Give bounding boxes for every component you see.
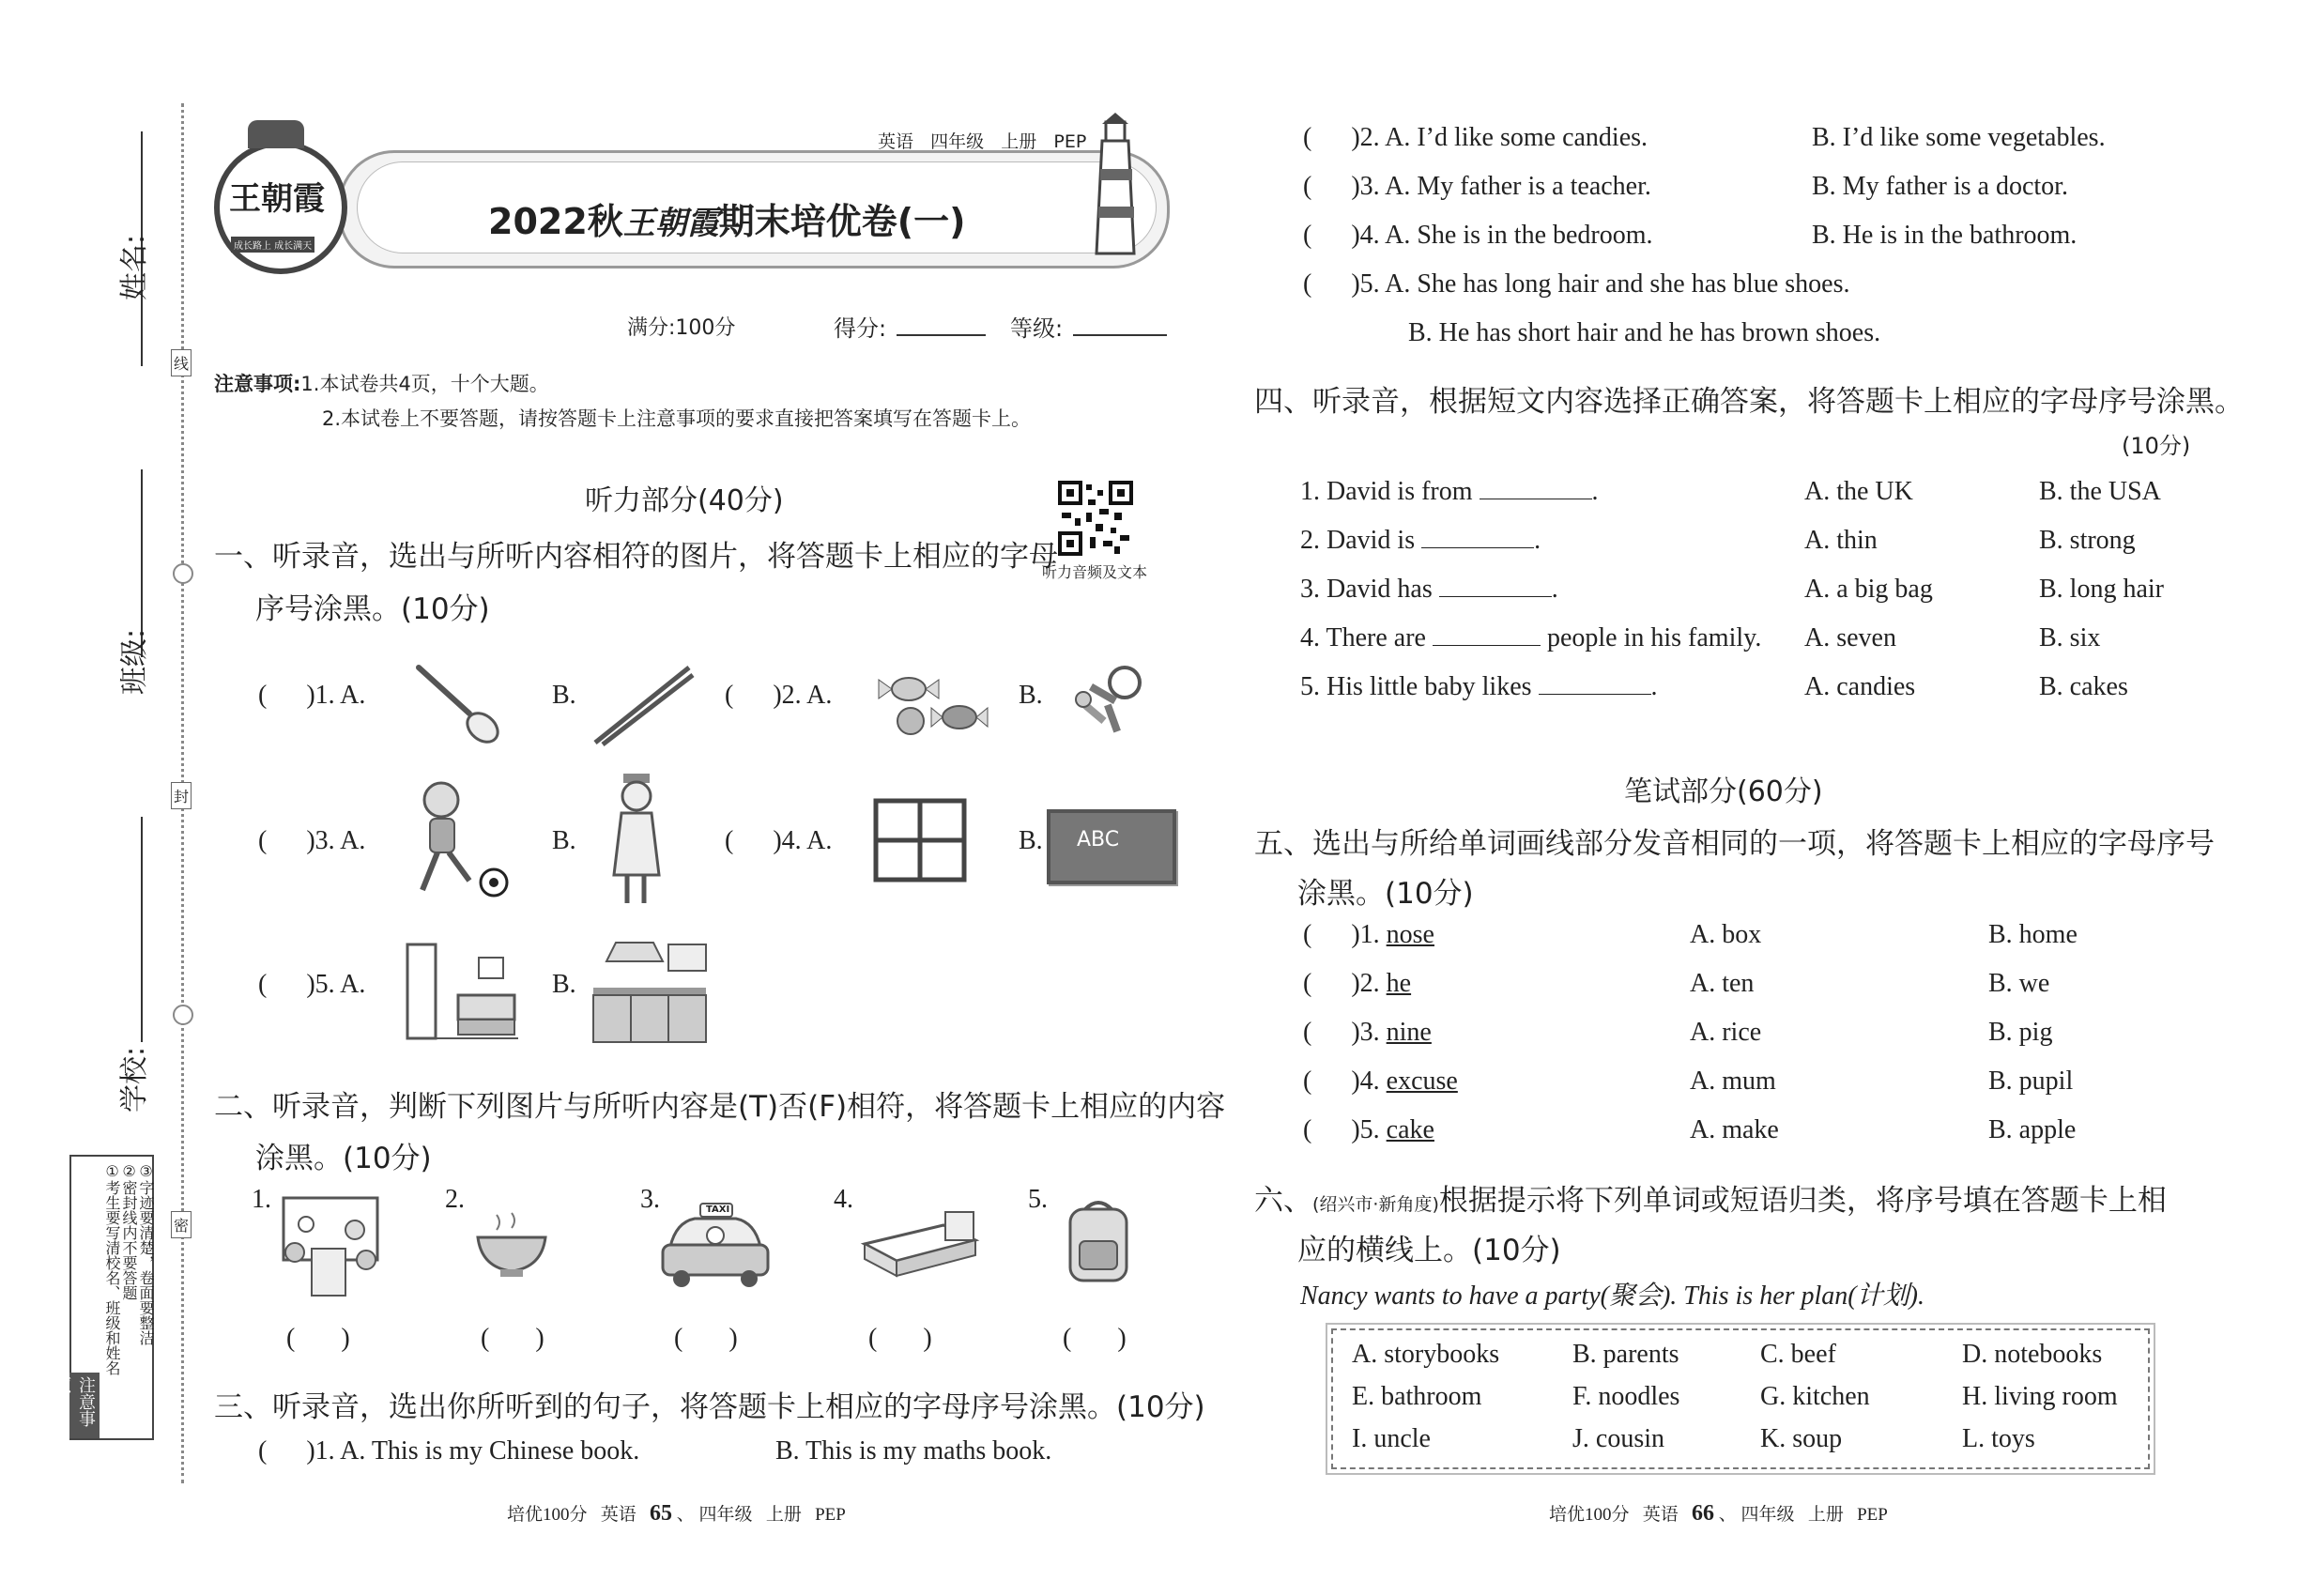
tag-edition: PEP	[1053, 131, 1087, 152]
sec3-q5-b[interactable]: B. He has short hair and he has brown shoes.	[1408, 318, 1881, 347]
sec5-q1-word: nose	[1386, 920, 1434, 949]
window-picture	[873, 798, 967, 882]
sec6-tag: (绍兴市·新角度)	[1312, 1194, 1439, 1215]
notes-label: 注意事项:	[214, 373, 301, 395]
school-field[interactable]	[141, 817, 152, 1042]
footer-term: 上册	[765, 1505, 802, 1525]
sec4-q2-a[interactable]: A. thin	[1804, 526, 1878, 555]
sec3-title: 三、听录音，选出你所听到的句子，将答题卡上相应的字母序号涂黑。(10分)	[214, 1390, 1205, 1424]
sec1-q2[interactable]: ( )2. A.	[725, 681, 833, 710]
keys-picture	[1061, 662, 1155, 746]
notice-title: 注意事项	[69, 1373, 100, 1438]
sec4-q4	[1300, 623, 1761, 653]
footer-subject: 英语	[600, 1505, 636, 1525]
sec3-q2-text: )2. A. I’d like some candies.	[1351, 123, 1648, 152]
sec2-answer-4[interactable]: ( )	[868, 1324, 932, 1353]
sec4-title: 四、听录音，根据短文内容选择正确答案，将答题卡上相应的字母序号涂黑。	[1254, 385, 2244, 419]
sec5-q4-word: excuse	[1386, 1067, 1458, 1096]
notice-item: ③字迹要清楚，卷面要整洁	[137, 1162, 155, 1345]
grade-label: 等级:	[1010, 315, 1064, 342]
sec5-q1-num: )1.	[1351, 920, 1380, 949]
class-label: 班级:	[118, 628, 151, 695]
footer-grade: 四年级	[698, 1505, 753, 1525]
bedroom-picture	[402, 939, 524, 1051]
sec1-q2-b[interactable]: B.	[1019, 681, 1043, 710]
sec1-q3-b[interactable]: B.	[552, 826, 576, 855]
footer-term: 上册	[1807, 1505, 1844, 1525]
sec5-q3-num: )3.	[1351, 1018, 1380, 1047]
word-option: K. soup	[1760, 1424, 1843, 1453]
nurse-picture	[601, 772, 676, 908]
sec3-q4[interactable]: ( )4. A. She is in the bedroom.	[1303, 221, 1653, 250]
sec5-q3-word: nine	[1386, 1018, 1432, 1047]
sec3-q3[interactable]: ( )3. A. My father is a teacher.	[1303, 172, 1651, 201]
sec5-q3[interactable]: ( )3. nine	[1303, 1018, 1432, 1047]
sec2-item-num: 4.	[834, 1185, 853, 1214]
notice-item: ①考生要写清校名、班级和姓名	[103, 1162, 121, 1375]
sec4-q2	[1300, 526, 1541, 556]
sec1-title-line1: 一、听录音，选出与所听内容相符的图片，将答题卡上相应的字母	[214, 540, 1058, 574]
full-score: 满分:100分	[627, 316, 736, 340]
page-number: 65	[650, 1501, 673, 1526]
sec4-q2-end: .	[1534, 526, 1541, 555]
sec6-title-text: 根据提示将下列单词或短语归类，将序号填在答题卡上相	[1438, 1184, 2167, 1218]
notice-box	[52, 1155, 155, 1440]
schoolbag-picture	[1061, 1200, 1136, 1286]
sec4-q4-text: 4. There are	[1300, 623, 1426, 652]
sec5-q2-a[interactable]: A. ten	[1690, 969, 1755, 998]
sec5-q5-b[interactable]: B. apple	[1988, 1115, 2077, 1144]
name-label: 姓名:	[118, 234, 151, 300]
soup-bowl-picture	[474, 1209, 549, 1280]
sec2-answer-1[interactable]: ( )	[286, 1324, 350, 1353]
sec4-q1-text: 1. David is from	[1300, 477, 1473, 506]
listening-heading: 听力部分(40分)	[585, 484, 784, 517]
sec1-q3-num: )3. A.	[306, 826, 366, 855]
title-suffix: 期末培优卷(一)	[718, 201, 966, 242]
sec4-q1-b[interactable]: B. the USA	[2039, 477, 2161, 506]
footer-left: 培优100分 英语 65 、 四年级 上册 PEP	[507, 1501, 846, 1526]
sec2-item-num: 3.	[640, 1185, 660, 1214]
candies-picture	[873, 668, 995, 744]
sec5-q1-a[interactable]: A. box	[1690, 920, 1762, 949]
writing-heading: 笔试部分(60分)	[1624, 775, 1823, 808]
word-option: E. bathroom	[1352, 1382, 1482, 1411]
sec1-q1[interactable]: ( )1. A.	[258, 681, 366, 710]
sec4-q3	[1300, 575, 1558, 605]
sec2-answer-5[interactable]: ( )	[1063, 1324, 1127, 1353]
sec4-q4-b[interactable]: B. six	[2039, 623, 2101, 652]
sec4-q4-a[interactable]: A. seven	[1804, 623, 1896, 652]
sec3-q2[interactable]: ( )2. A. I’d like some candies.	[1303, 123, 1648, 152]
sec4-q1-end: .	[1591, 477, 1599, 506]
word-option: I. uncle	[1352, 1424, 1431, 1453]
sec6-title-line2: 应的横线上。(10分)	[1297, 1234, 1561, 1267]
sec5-q5[interactable]: ( )5. cake	[1303, 1115, 1434, 1144]
sec3-q1-text: )1. A. This is my Chinese book.	[306, 1436, 640, 1466]
sec3-q1-b[interactable]: B. This is my maths book.	[775, 1436, 1052, 1466]
footer-edition: PEP	[1857, 1505, 1888, 1525]
sec4-q5-a[interactable]: A. candies	[1804, 672, 1916, 701]
cut-mark-mi: 密	[171, 1211, 192, 1238]
word-option: G. kitchen	[1760, 1382, 1870, 1411]
sec4-q1-a[interactable]: A. the UK	[1804, 477, 1913, 506]
sec5-q2-b[interactable]: B. we	[1988, 969, 2050, 998]
sec1-title-line2: 序号涂黑。(10分)	[255, 592, 490, 626]
school-label: 学校:	[118, 1046, 151, 1113]
sec1-q4[interactable]: ( )4. A.	[725, 826, 833, 855]
spoon-picture	[413, 662, 507, 746]
logo-text: 王朝霞	[229, 180, 325, 218]
notes-line-2: 2.本试卷上不要答题，请按答题卡上注意事项的要求直接把答案填写在答题卡上。	[322, 407, 1032, 430]
header-tags	[878, 128, 1086, 153]
drawing-children-picture	[274, 1192, 387, 1300]
sec5-q2-word: he	[1386, 969, 1412, 998]
sec2-item-num: 2.	[445, 1185, 465, 1214]
cut-mark-feng: 封	[171, 782, 192, 809]
sec5-q2[interactable]: ( )2. he	[1303, 969, 1412, 998]
sec4-points: (10分)	[2122, 433, 2191, 459]
sec5-q5-a[interactable]: A. make	[1690, 1115, 1779, 1144]
word-option: B. parents	[1572, 1340, 1679, 1369]
sec5-q5-word: cake	[1386, 1115, 1434, 1144]
sec1-q2-num: )2. A.	[773, 681, 833, 710]
sec5-q4[interactable]: ( )4. excuse	[1303, 1067, 1458, 1096]
tag-grade: 四年级	[930, 131, 985, 152]
sec4-q2-text: 2. David is	[1300, 526, 1416, 555]
word-option: A. storybooks	[1352, 1340, 1500, 1369]
sec2-title-line2: 涂黑。(10分)	[255, 1142, 432, 1175]
sec4-q1	[1300, 477, 1599, 507]
sec1-q5-b[interactable]: B.	[552, 970, 576, 999]
sec3-q3-b[interactable]: B. My father is a doctor.	[1812, 172, 2068, 201]
board-text: ABC	[1077, 828, 1120, 852]
answer-blank[interactable]	[1539, 694, 1651, 695]
word-option: D. notebooks	[1962, 1340, 2103, 1369]
sec4-q4-end: people in his family.	[1546, 623, 1762, 652]
sec4-q5	[1300, 672, 1658, 702]
word-option: J. cousin	[1572, 1424, 1664, 1453]
sec5-title-line2: 涂黑。(10分)	[1297, 877, 1474, 911]
notes-line-1	[214, 369, 549, 397]
chopsticks-picture	[591, 662, 695, 746]
sec2-item-num: 1.	[252, 1185, 271, 1214]
word-option: L. toys	[1962, 1424, 2035, 1453]
sec6-intro: Nancy wants to have a party(聚会). This is her plan(计划).	[1300, 1281, 1924, 1311]
answer-blank[interactable]	[1433, 645, 1541, 646]
sec3-q4-text: )4. A. She is in the bedroom.	[1351, 221, 1653, 250]
answer-blank[interactable]	[1439, 596, 1552, 597]
taxi-picture	[657, 1202, 774, 1288]
footer-book: 培优100分	[507, 1505, 588, 1525]
kitchen-picture	[588, 939, 710, 1047]
sec3-q4-b[interactable]: B. He is in the bathroom.	[1812, 221, 2078, 250]
taxi-label: TAXI	[706, 1205, 730, 1215]
sec1-q4-num: )4. A.	[773, 826, 833, 855]
sec5-q4-num: )4.	[1351, 1067, 1380, 1096]
sec5-q3-b[interactable]: B. pig	[1988, 1018, 2053, 1047]
sec4-q5-b[interactable]: B. cakes	[2039, 672, 2128, 701]
circle-mark	[173, 1005, 193, 1025]
sec4-q5-end: .	[1650, 672, 1658, 701]
sec5-q4-a[interactable]: A. mum	[1690, 1067, 1776, 1096]
sec5-q2-num: )2.	[1351, 969, 1380, 998]
bed-picture	[859, 1206, 981, 1281]
sec5-title-line1: 五、选出与所给单词画线部分发音相同的一项，将答题卡上相应的字母序号	[1254, 827, 2215, 861]
sec1-q1-num: )1. A.	[306, 681, 366, 710]
logo-badge	[214, 141, 347, 274]
sec6-prefix: 六、	[1254, 1184, 1312, 1218]
cut-mark-xian: 线	[171, 349, 192, 376]
crown-icon	[248, 120, 304, 148]
sec5-q3-a[interactable]: A. rice	[1690, 1018, 1762, 1047]
footer-subject: 英语	[1642, 1505, 1679, 1525]
word-option: H. living room	[1962, 1382, 2118, 1411]
sec1-q5-num: )5. A.	[306, 970, 366, 999]
notice-item: ②密封线内不要答题	[120, 1162, 138, 1300]
lighthouse-icon	[1080, 113, 1155, 263]
sec4-q3-b[interactable]: B. long hair	[2039, 575, 2164, 604]
notes-text-1: 1.本试卷共4页，十个大题。	[300, 373, 549, 395]
word-option: F. noodles	[1572, 1382, 1680, 1411]
sec4-q3-a[interactable]: A. a big bag	[1804, 575, 1933, 604]
tag-subject: 英语	[878, 131, 914, 152]
grade-input[interactable]	[1073, 334, 1167, 336]
football-player-picture	[404, 779, 516, 901]
page-number: 66	[1692, 1501, 1715, 1526]
sec2-item-num: 5.	[1028, 1185, 1048, 1214]
sec1-q4-b[interactable]: B.	[1019, 826, 1043, 855]
sec2-title-line1: 二、听录音，判断下列图片与所听内容是(T)否(F)相符，将答题卡上相应的内容	[214, 1090, 1226, 1124]
title-brand: 王朝霞	[622, 205, 719, 242]
sec3-q2-b[interactable]: B. I’d like some vegetables.	[1812, 123, 2106, 152]
qr-code-icon[interactable]	[1058, 481, 1133, 556]
logo-sub: 成长路上 成长满天	[231, 237, 314, 253]
word-option: C. beef	[1760, 1340, 1836, 1369]
word-box	[1331, 1328, 2150, 1469]
page-title	[488, 192, 966, 244]
sec2-answer-3[interactable]: ( )	[674, 1324, 738, 1353]
sec5-q1-b[interactable]: B. home	[1988, 920, 2078, 949]
sec3-q1[interactable]: ( )1. A. This is my Chinese book.	[258, 1436, 640, 1466]
score-input[interactable]	[897, 334, 986, 336]
sec6-title-line1	[1254, 1176, 2167, 1219]
circle-mark	[173, 563, 193, 584]
sec1-q3[interactable]: ( )3. A.	[258, 826, 366, 855]
footer-book: 培优100分	[1549, 1505, 1630, 1525]
qr-label: 听力音频及文本	[1042, 563, 1148, 581]
sec4-q3-end: .	[1551, 575, 1558, 604]
sec4-q2-b[interactable]: B. strong	[2039, 526, 2136, 555]
title-prefix: 2022秋	[488, 201, 623, 242]
answer-blank[interactable]	[1421, 547, 1534, 548]
sec4-q3-text: 3. David has	[1300, 575, 1433, 604]
score-label: 得分:	[834, 315, 887, 342]
sec2-answer-2[interactable]: ( )	[481, 1324, 544, 1353]
tag-term: 上册	[1001, 131, 1037, 152]
sec3-q5-text: )5. A. She has long hair and she has blue shoes.	[1351, 269, 1850, 299]
sec1-q1-b[interactable]: B.	[552, 681, 576, 710]
sec5-q1[interactable]: ( )1. nose	[1303, 920, 1434, 949]
sec5-q4-b[interactable]: B. pupil	[1988, 1067, 2074, 1096]
sec3-q3-text: )3. A. My father is a teacher.	[1351, 172, 1651, 201]
footer-edition: PEP	[815, 1505, 846, 1525]
footer-right: 培优100分 英语 66 、 四年级 上册 PEP	[1549, 1501, 1888, 1526]
blackboard-picture	[1047, 809, 1176, 884]
footer-grade: 四年级	[1740, 1505, 1795, 1525]
sec5-q5-num: )5.	[1351, 1115, 1380, 1144]
sec4-q5-text: 5. His little baby likes	[1300, 672, 1532, 701]
sec3-q5[interactable]: ( )5. A. She has long hair and she has blue shoes.	[1303, 269, 1850, 299]
sec1-q5[interactable]: ( )5. A.	[258, 970, 366, 999]
